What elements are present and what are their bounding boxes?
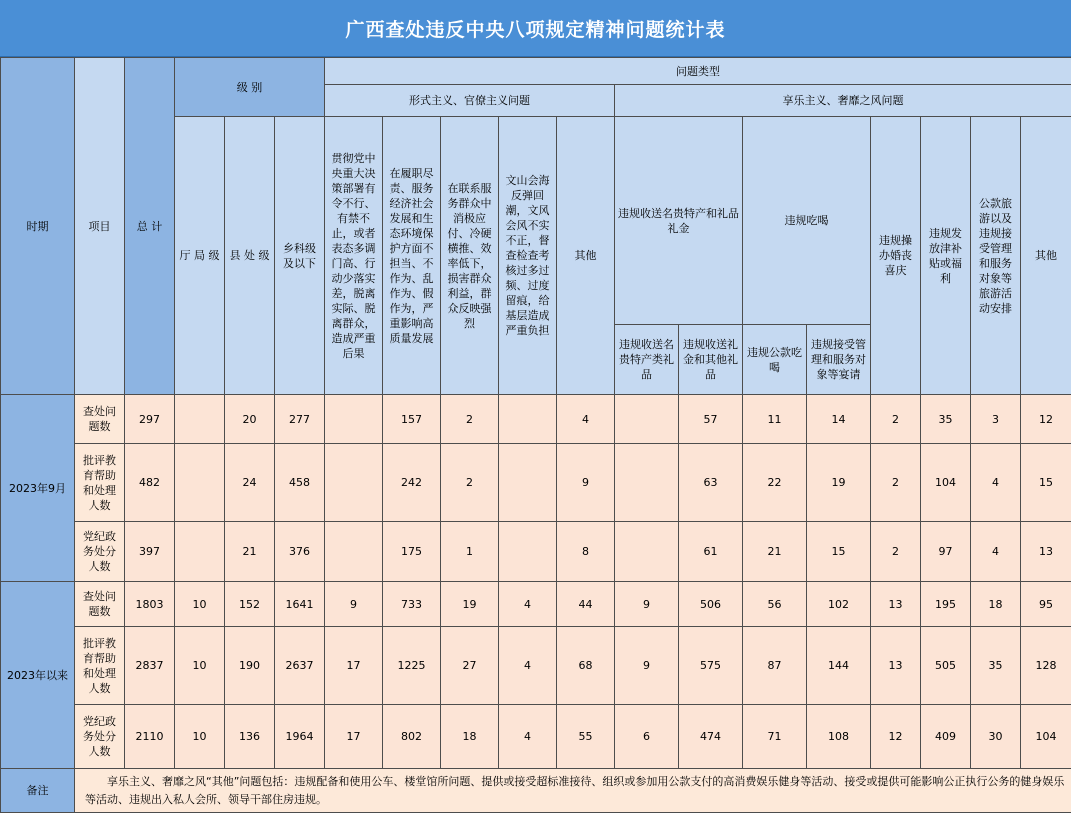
cell: 2 bbox=[441, 395, 499, 444]
cell: 17 bbox=[325, 705, 383, 769]
cell: 128 bbox=[1021, 627, 1071, 705]
statistics-table bbox=[0, 57, 1071, 813]
header-formalism-4: 文山会海反弹回潮，文风会风不实不正，督查检查考核过多过频、过度留痕，给基层造成严重负担 bbox=[499, 117, 557, 395]
cell: 242 bbox=[383, 444, 441, 522]
header-item: 项目 bbox=[75, 58, 125, 395]
cell: 18 bbox=[441, 705, 499, 769]
cell: 2637 bbox=[275, 627, 325, 705]
row-item: 批评教育帮助和处理人数 bbox=[75, 627, 125, 705]
cell: 104 bbox=[921, 444, 971, 522]
cell: 9 bbox=[557, 444, 615, 522]
header-level-ting: 厅 局 级 bbox=[175, 117, 225, 395]
cell: 56 bbox=[743, 582, 807, 627]
cell: 108 bbox=[807, 705, 871, 769]
header-hedonism-other: 其他 bbox=[1021, 117, 1071, 395]
cell: 95 bbox=[1021, 582, 1071, 627]
cell: 13 bbox=[1021, 522, 1071, 582]
cell: 506 bbox=[679, 582, 743, 627]
cell: 4 bbox=[971, 444, 1021, 522]
table-title: 广西查处违反中央八项规定精神问题统计表 bbox=[0, 0, 1071, 57]
cell: 2 bbox=[871, 395, 921, 444]
cell bbox=[615, 444, 679, 522]
cell: 175 bbox=[383, 522, 441, 582]
cell: 15 bbox=[1021, 444, 1071, 522]
cell: 458 bbox=[275, 444, 325, 522]
cell: 15 bbox=[807, 522, 871, 582]
cell: 409 bbox=[921, 705, 971, 769]
table-row bbox=[1, 582, 1071, 627]
cell: 1 bbox=[441, 522, 499, 582]
cell-total: 297 bbox=[125, 395, 175, 444]
row-item: 查处问题数 bbox=[75, 395, 125, 444]
cell bbox=[175, 395, 225, 444]
cell: 68 bbox=[557, 627, 615, 705]
header-formalism-2: 在履职尽责、服务经济社会发展和生态环境保护方面不担当、不作为、乱作为、假作为，严重影响高质量发展 bbox=[383, 117, 441, 395]
cell: 27 bbox=[441, 627, 499, 705]
cell: 12 bbox=[871, 705, 921, 769]
header-gifts-group: 违规收送名贵特产和礼品礼金 bbox=[615, 117, 743, 325]
header-hedonism-group: 享乐主义、奢靡之风问题 bbox=[615, 85, 1071, 117]
cell: 1225 bbox=[383, 627, 441, 705]
cell: 13 bbox=[871, 582, 921, 627]
cell: 10 bbox=[175, 627, 225, 705]
row-item: 党纪政务处分人数 bbox=[75, 522, 125, 582]
cell: 12 bbox=[1021, 395, 1071, 444]
header-formalism-3: 在联系服务群众中消极应付、冷硬横推、效率低下，损害群众利益，群众反映强烈 bbox=[441, 117, 499, 395]
cell: 195 bbox=[921, 582, 971, 627]
cell: 474 bbox=[679, 705, 743, 769]
cell-total: 2837 bbox=[125, 627, 175, 705]
cell-total: 1803 bbox=[125, 582, 175, 627]
cell: 4 bbox=[557, 395, 615, 444]
cell bbox=[175, 522, 225, 582]
header-subsidies: 违规发放津补贴或福利 bbox=[921, 117, 971, 395]
cell-total: 2110 bbox=[125, 705, 175, 769]
table-row bbox=[1, 522, 1071, 582]
period-label: 2023年以来 bbox=[1, 582, 75, 769]
header-total: 总 计 bbox=[125, 58, 175, 395]
cell: 2 bbox=[871, 444, 921, 522]
cell: 17 bbox=[325, 627, 383, 705]
header-dining-banquet: 违规接受管理和服务对象等宴请 bbox=[807, 325, 871, 395]
header-formalism-1: 贯彻党中央重大决策部署有令不行、有禁不止，或者表态多调门高、行动少落实差，脱离实际、脱离群众，造成严重后果 bbox=[325, 117, 383, 395]
cell: 505 bbox=[921, 627, 971, 705]
cell: 6 bbox=[615, 705, 679, 769]
cell: 136 bbox=[225, 705, 275, 769]
cell: 35 bbox=[921, 395, 971, 444]
cell: 277 bbox=[275, 395, 325, 444]
cell: 8 bbox=[557, 522, 615, 582]
cell: 190 bbox=[225, 627, 275, 705]
cell: 9 bbox=[615, 627, 679, 705]
cell: 21 bbox=[743, 522, 807, 582]
table-row bbox=[1, 444, 1071, 522]
cell: 733 bbox=[383, 582, 441, 627]
table-row bbox=[1, 395, 1071, 444]
cell: 2 bbox=[441, 444, 499, 522]
cell bbox=[499, 522, 557, 582]
cell: 63 bbox=[679, 444, 743, 522]
header-tourism: 公款旅游以及违规接受管理和服务对象等旅游活动安排 bbox=[971, 117, 1021, 395]
cell: 1641 bbox=[275, 582, 325, 627]
period-label: 2023年9月 bbox=[1, 395, 75, 582]
cell: 4 bbox=[971, 522, 1021, 582]
cell: 11 bbox=[743, 395, 807, 444]
cell bbox=[499, 444, 557, 522]
cell: 13 bbox=[871, 627, 921, 705]
cell-total: 397 bbox=[125, 522, 175, 582]
cell: 87 bbox=[743, 627, 807, 705]
cell: 14 bbox=[807, 395, 871, 444]
header-level-xian: 县 处 级 bbox=[225, 117, 275, 395]
cell: 55 bbox=[557, 705, 615, 769]
cell: 18 bbox=[971, 582, 1021, 627]
header-dining-public: 违规公款吃喝 bbox=[743, 325, 807, 395]
cell: 4 bbox=[499, 582, 557, 627]
cell: 802 bbox=[383, 705, 441, 769]
cell bbox=[325, 444, 383, 522]
cell: 144 bbox=[807, 627, 871, 705]
cell: 9 bbox=[325, 582, 383, 627]
cell: 20 bbox=[225, 395, 275, 444]
row-item: 查处问题数 bbox=[75, 582, 125, 627]
cell: 1964 bbox=[275, 705, 325, 769]
cell bbox=[325, 522, 383, 582]
cell: 9 bbox=[615, 582, 679, 627]
cell: 19 bbox=[441, 582, 499, 627]
cell: 57 bbox=[679, 395, 743, 444]
cell: 10 bbox=[175, 705, 225, 769]
row-item: 党纪政务处分人数 bbox=[75, 705, 125, 769]
header-gifts-cash: 违规收送礼金和其他礼品 bbox=[679, 325, 743, 395]
cell: 4 bbox=[499, 627, 557, 705]
cell: 44 bbox=[557, 582, 615, 627]
header-problem-type: 问题类型 bbox=[325, 58, 1071, 85]
cell: 10 bbox=[175, 582, 225, 627]
cell: 71 bbox=[743, 705, 807, 769]
cell: 157 bbox=[383, 395, 441, 444]
header-formalism-group: 形式主义、官僚主义问题 bbox=[325, 85, 615, 117]
note-text: 享乐主义、奢靡之风“其他”问题包括：违规配备和使用公车、楼堂馆所问题、提供或接受超标准接待、组织或参加用公款支付的高消费娱乐健身等活动、接受或提供可能影响公正执行公务的健身娱乐等活动、违规出入私人会所、领导干部住房违规。 bbox=[75, 769, 1071, 813]
cell-total: 482 bbox=[125, 444, 175, 522]
cell: 376 bbox=[275, 522, 325, 582]
cell: 152 bbox=[225, 582, 275, 627]
cell bbox=[615, 522, 679, 582]
cell: 35 bbox=[971, 627, 1021, 705]
cell: 2 bbox=[871, 522, 921, 582]
cell bbox=[615, 395, 679, 444]
table-row bbox=[1, 627, 1071, 705]
header-period: 时期 bbox=[1, 58, 75, 395]
row-item: 批评教育帮助和处理人数 bbox=[75, 444, 125, 522]
cell: 575 bbox=[679, 627, 743, 705]
cell: 30 bbox=[971, 705, 1021, 769]
cell: 61 bbox=[679, 522, 743, 582]
cell: 3 bbox=[971, 395, 1021, 444]
cell bbox=[325, 395, 383, 444]
cell: 22 bbox=[743, 444, 807, 522]
cell: 21 bbox=[225, 522, 275, 582]
header-formalism-other: 其他 bbox=[557, 117, 615, 395]
cell: 104 bbox=[1021, 705, 1071, 769]
cell bbox=[499, 395, 557, 444]
header-weddings-funerals: 违规操办婚丧喜庆 bbox=[871, 117, 921, 395]
cell: 102 bbox=[807, 582, 871, 627]
cell: 97 bbox=[921, 522, 971, 582]
header-level-group: 级 别 bbox=[175, 58, 325, 117]
cell: 24 bbox=[225, 444, 275, 522]
table-row bbox=[1, 705, 1071, 769]
header-level-xiang: 乡科级及以下 bbox=[275, 117, 325, 395]
cell: 19 bbox=[807, 444, 871, 522]
header-dining-group: 违规吃喝 bbox=[743, 117, 871, 325]
cell bbox=[175, 444, 225, 522]
note-label: 备注 bbox=[1, 769, 75, 813]
cell: 4 bbox=[499, 705, 557, 769]
header-gifts-specialty: 违规收送名贵特产类礼品 bbox=[615, 325, 679, 395]
